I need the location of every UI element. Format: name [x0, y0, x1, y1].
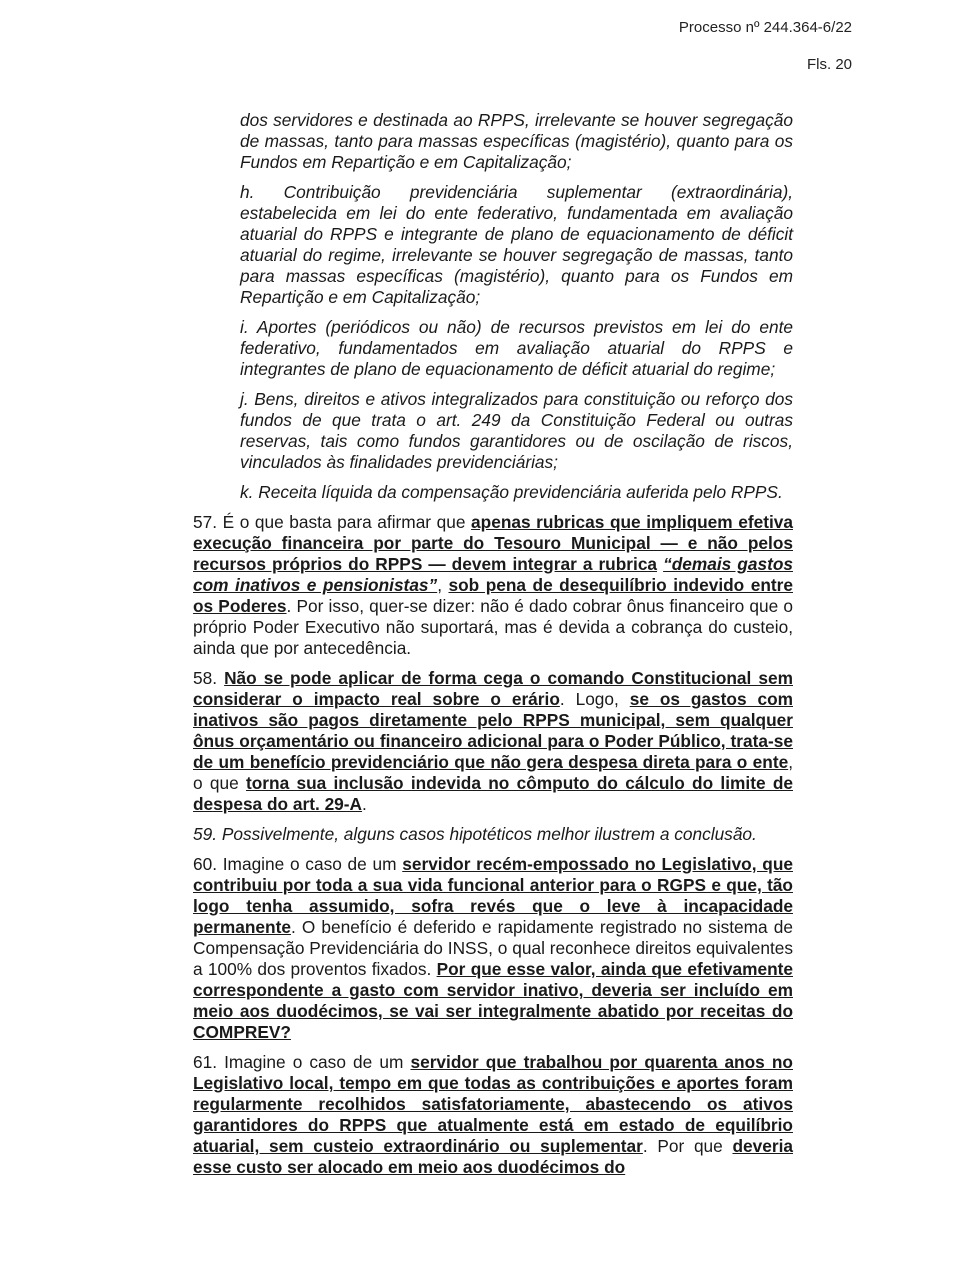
emphasis-run: torna sua inclusão indevida no cômputo do cálculo do limite de despesa do art. 29-A [193, 773, 793, 814]
paragraph-58: 58. Não se pode aplicar de forma cega o comando Constitucional sem considerar o impacto real sobre o erário. Logo, se os gastos com inativos são pagos diretamente pelo RPPS municipal, sem qualquer ônus orçamentário ou financeiro adicional para o Poder Público, trata-se de um benefício previdenciário que não gera despesa direta para o ente, o que torna sua inclusão indevida no cômputo do cálculo do limite de despesa do art. 29-A. [193, 668, 793, 814]
paragraph-59: 59. Possivelmente, alguns casos hipotéticos melhor ilustrem a conclusão. [193, 824, 757, 844]
emphasis-run: “demais gastos com inativos e pensionistas” [193, 554, 793, 595]
page-header [679, 18, 852, 74]
list-item: j. Bens, direitos e ativos integralizados para constituição ou reforço dos fundos de que trata o art. 249 da Constituição Federal ou outras reservas, tais como fundos garantidores ou de oscilação de riscos, vinculados às finalidades previdenciárias; [240, 389, 793, 472]
paragraph-57: 57. É o que basta para afirmar que apenas rubricas que impliquem efetiva execução financeira por parte do Tesouro Municipal — e não pelos recursos próprios do RPPS — devem integrar a rubrica “demais gastos com inativos e pensionistas”, sob pena de desequilíbrio indevido entre os Poderes. Por isso, quer-se dizer: não é dado cobrar ônus financeiro que o próprio Poder Executivo não suportará, mas é devida a cobrança do custeio, ainda que por antecedência. [193, 512, 793, 658]
list-item: i. Aportes (periódicos ou não) de recursos previstos em lei do ente federativo, fundamentados em avaliação atuarial do RPPS e integrantes de plano de equacionamento de déficit atuarial do regime; [240, 317, 793, 379]
text-run: . Por isso, quer-se dizer: não é dado cobrar ônus financeiro que o próprio Poder Executivo não suportará, mas é devida a cobrança do custeio, ainda que por antecedência. [193, 596, 793, 658]
list-item: h. Contribuição previdenciária suplementar (extraordinária), estabelecida em lei do ente federativo, fundamentada em avaliação atuarial do RPPS e integrante de plano de equacionamento de déficit atuarial do regime, irrelevante se houver segregação de massas, tanto para massas específicas (magistério), quanto para os Fundos em Repartição e em Capitalização; [240, 182, 793, 307]
list-item: dos servidores e destinada ao RPPS, irrelevante se houver segregação de massas, tanto para massas específicas (magistério), quanto para os Fundos em Repartição e em Capitalização; [240, 110, 793, 172]
list-item: k. Receita líquida da compensação previdenciária auferida pelo RPPS. [240, 482, 783, 502]
emphasis-run: sob pena de desequilíbrio indevido entre os Poderes [193, 575, 793, 616]
emphasis-run: servidor recém-empossado no Legislativo, que contribuiu por toda a sua vida funcional anterior para o RGPS e que, tão logo tenha assumido, sofra revés que o leve à incapacidade permanente [193, 854, 793, 937]
paragraph-60: 60. Imagine o caso de um servidor recém-empossado no Legislativo, que contribuiu por toda a sua vida funcional anterior para o RGPS e que, tão logo tenha assumido, sofra revés que o leve à incapacidade permanente. O benefício é deferido e rapidamente registrado no sistema de Compensação Previdenciária do INSS, o qual reconhece direitos equivalentes a 100% dos proventos fixados. Por que esse valor, ainda que efetivamente correspondente a gasto com servidor inativo, deveria ser incluído em meio aos duodécimos, se vai ser integralmente abatido por receitas do COMPREV? [193, 854, 793, 1042]
emphasis-run: Por que esse valor, ainda que efetivamente correspondente a gasto com servidor inativo, deveria ser incluído em meio aos duodécimos, se vai ser integralmente abatido por receitas do COMPREV? [193, 959, 793, 1042]
process-number: Processo nº 244.364-6/22 [678, 19, 852, 36]
page-number: Fls. 20 [806, 56, 852, 73]
emphasis-run: se os gastos com inativos são pagos diretamente pelo RPPS municipal, sem qualquer ônus orçamentário ou financeiro adicional para o Poder Público, trata-se de um benefício previdenciário que não gera despesa direta para o ente [193, 689, 793, 772]
document-body [193, 110, 793, 1187]
emphasis-run: deveria esse custo ser alocado em meio aos duodécimos do [193, 1136, 793, 1177]
emphasis-run: apenas rubricas que impliquem efetiva execução financeira por parte do Tesouro Municipal — e não pelos recursos próprios do RPPS — devem integrar a rubrica [193, 512, 793, 574]
emphasis-run: servidor que trabalhou por quarenta anos no Legislativo local, tempo em que todas as contribuições e aportes foram regularmente recolhidos satisfatoriamente, abastecendo os ativos garantidores do RPPS que atualmente está em estado de equilíbrio atuarial, sem custeio extraordinário ou suplementar [193, 1052, 793, 1156]
paragraph-61: 61. Imagine o caso de um servidor que trabalhou por quarenta anos no Legislativo local, tempo em que todas as contribuições e aportes foram regularmente recolhidos satisfatoriamente, abastecendo os ativos garantidores do RPPS que atualmente está em estado de equilíbrio atuarial, sem custeio extraordinário ou suplementar. Por que deveria esse custo ser alocado em meio aos duodécimos do [193, 1052, 793, 1177]
emphasis-run: Não se pode aplicar de forma cega o comando Constitucional sem considerar o impacto real sobre o erário [193, 668, 793, 709]
text-run: 57. É o que basta para afirmar que [193, 512, 472, 532]
